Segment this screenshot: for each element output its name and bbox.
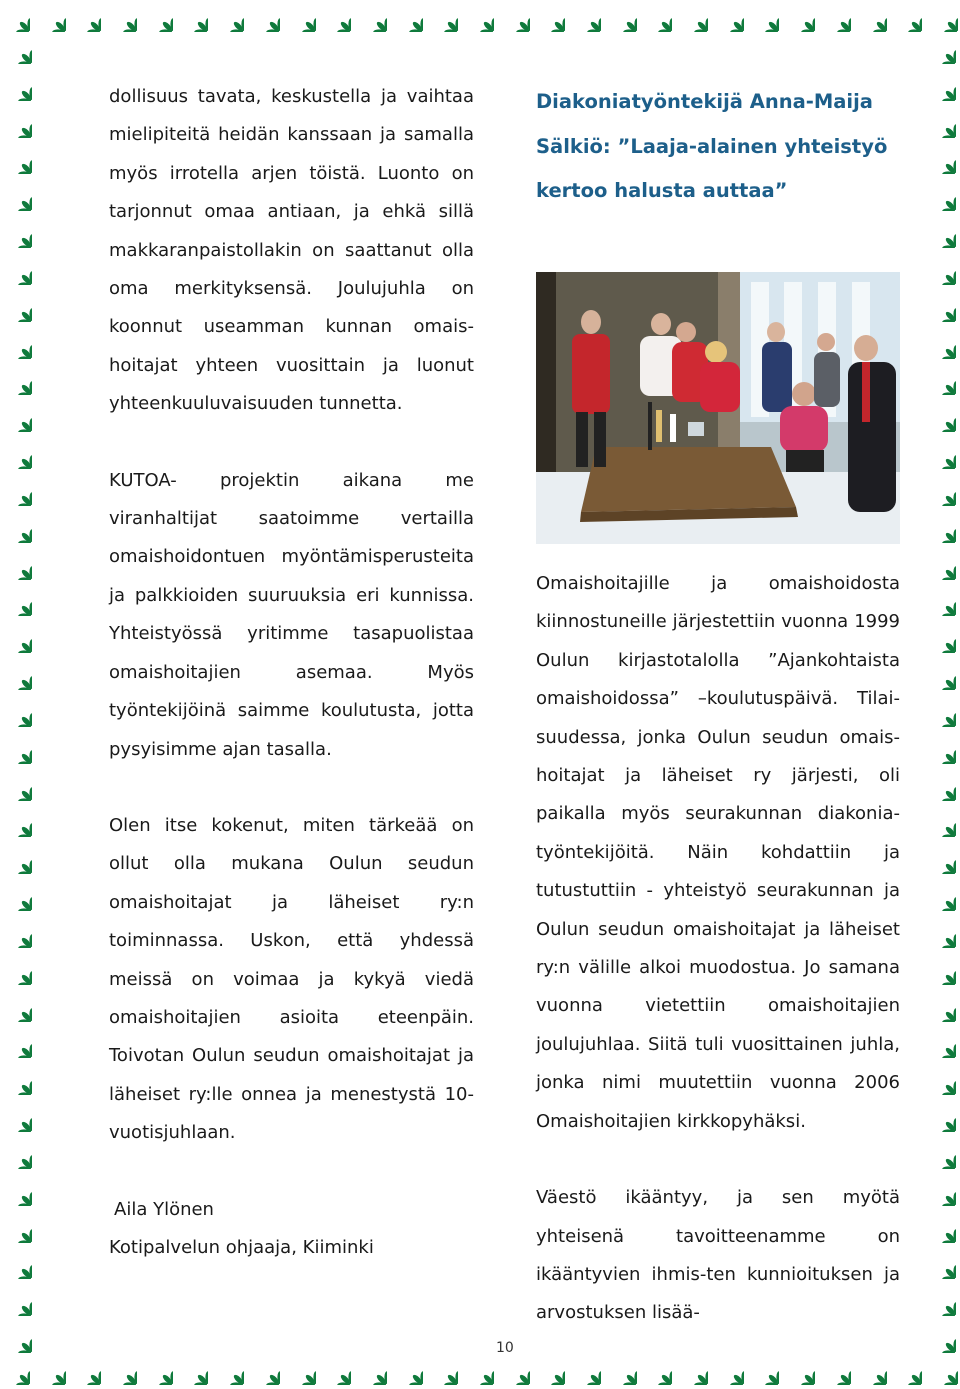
snowflake-icon	[4, 773, 32, 801]
snowflake-icon	[73, 1357, 101, 1385]
snowflake-icon	[4, 1030, 32, 1058]
snowflake-icon	[466, 4, 494, 32]
snowflake-icon	[4, 404, 32, 432]
snowflake-icon	[928, 994, 956, 1022]
left-column	[109, 78, 474, 1267]
snowflake-icon	[928, 73, 956, 101]
snowflake-icon	[573, 1357, 601, 1385]
left-paragraph-3: Olen itse kokenut, miten tärkeää on ollut olla mukana Oulun seudun omaishoitajat ja läheiset ry:n toiminnassa. Uskon, että yhdessä meissä on voimaa ja kykyä viedä omaishoitajien asioita eteenpäin. Toivotan Oulun seudun omaishoitajat ja läheiset ry:lle onnea ja menestystä 10-vuotisjuhlaan.	[109, 814, 474, 1144]
snowflake-icon	[609, 4, 637, 32]
snowflake-icon	[4, 183, 32, 211]
snowflake-icon	[252, 4, 280, 32]
snowflake-icon	[4, 699, 32, 727]
snowflake-icon	[4, 1067, 32, 1095]
snowflake-icon	[38, 4, 66, 32]
snowflake-icon	[502, 4, 530, 32]
snowflake-icon	[930, 4, 958, 32]
snowflake-icon	[644, 1357, 672, 1385]
snowflake-icon	[4, 552, 32, 580]
snowflake-icon	[928, 515, 956, 543]
snowflake-icon	[928, 662, 956, 690]
snowflake-icon	[4, 994, 32, 1022]
left-paragraph-1: dollisuus tavata, keskustella ja vaihtaa mielipiteitä heidän kanssaan ja samalla myös irrotella arjen töistä. Luonto on tarjonnut omaa antiaan, ja ehkä sillä makkaranpaistollakin on saattanut olla oma merkityksensä. Joulujuhla on koonnut useamman kunnan omais-hoitajat yhteen vuosittain ja luonut yhteenkuuluvaisuuden tunnetta.	[109, 86, 474, 415]
snowflake-icon	[4, 257, 32, 285]
snowflake-icon	[4, 294, 32, 322]
snowflake-icon	[930, 1357, 958, 1385]
snowflake-icon	[928, 146, 956, 174]
snowflake-icon	[359, 1357, 387, 1385]
snowflake-icon	[2, 1357, 30, 1385]
snowflake-icon	[4, 920, 32, 948]
snowflake-icon	[928, 1141, 956, 1169]
snowflake-icon	[928, 294, 956, 322]
snowflake-icon	[823, 1357, 851, 1385]
event-photo	[536, 272, 900, 544]
right-column	[536, 80, 900, 214]
snowflake-icon	[928, 331, 956, 359]
snowflake-icon	[928, 478, 956, 506]
snowflake-icon	[4, 478, 32, 506]
page-number: 10	[496, 1340, 514, 1356]
snowflake-icon	[502, 1357, 530, 1385]
snowflake-icon	[4, 1215, 32, 1243]
snowflake-icon	[4, 367, 32, 395]
snowflake-icon	[680, 1357, 708, 1385]
snowflake-icon	[4, 736, 32, 764]
snowflake-icon	[928, 110, 956, 138]
snowflake-icon	[928, 625, 956, 653]
snowflake-icon	[216, 1357, 244, 1385]
snowflake-icon	[859, 4, 887, 32]
snowflake-icon	[38, 1357, 66, 1385]
snowflake-icon	[787, 1357, 815, 1385]
snowflake-icon	[716, 1357, 744, 1385]
snowflake-icon	[109, 4, 137, 32]
snowflake-icon	[109, 1357, 137, 1385]
snowflake-icon	[430, 1357, 458, 1385]
snowflake-icon	[4, 441, 32, 469]
snowflake-icon	[4, 662, 32, 690]
snowflake-icon	[252, 1357, 280, 1385]
right-paragraph-1: Omaishoitajille ja omaishoidosta kiinnostuneille järjestettiin vuonna 1999 Oulun kirjastotalolla ”Ajankohtaista omaishoidossa” –koulutuspäivä. Tilai-suudessa, jonka Oulun seudun omais-hoitajat ja läheiset ry järjesti, oli paikalla myös seurakunnan diakonia-työntekijöitä. Näin kohdattiin ja tutustuttiin - yhteistyö seurakunnan ja Oulun seudun omaishoitajat ja läheiset ry:n välille alkoi muodostua. Jo samana vuonna vietettiin omaishoitajien joulujuhlaa. Siitä tuli vuosittainen juhla, jonka nimi muutettiin vuonna 2006 Omaishoitajien kirkkopyhäksi.	[536, 573, 900, 1132]
snowflake-icon	[928, 367, 956, 395]
snowflake-icon	[680, 4, 708, 32]
left-border	[0, 36, 36, 1353]
snowflake-icon	[609, 1357, 637, 1385]
snowflake-icon	[928, 699, 956, 727]
snowflake-icon	[4, 1178, 32, 1206]
snowflake-icon	[288, 1357, 316, 1385]
snowflake-icon	[928, 1215, 956, 1243]
snowflake-icon	[323, 1357, 351, 1385]
snowflake-icon	[4, 883, 32, 911]
snowflake-icon	[823, 4, 851, 32]
left-paragraph-2: KUTOA- projektin aikana me viranhaltijat saatoimme vertailla omaishoidontuen myöntämisperusteita ja palkkioiden suuruuksia eri kunnissa. Yhteistyössä yritimme tasapuolistaa omaishoitajien asemaa. Myös työntekijöinä saimme koulutusta, jotta pysyisimme ajan tasalla.	[109, 469, 474, 760]
snowflake-icon	[928, 552, 956, 580]
snowflake-icon	[928, 441, 956, 469]
snowflake-icon	[894, 1357, 922, 1385]
snowflake-icon	[928, 1251, 956, 1279]
snowflake-icon	[73, 4, 101, 32]
snowflake-icon	[4, 1288, 32, 1316]
snowflake-icon	[430, 4, 458, 32]
snowflake-icon	[787, 4, 815, 32]
snowflake-icon	[4, 1325, 32, 1353]
snowflake-icon	[4, 73, 32, 101]
snowflake-icon	[928, 736, 956, 764]
snowflake-icon	[928, 1288, 956, 1316]
snowflake-icon	[928, 220, 956, 248]
snowflake-icon	[928, 183, 956, 211]
snowflake-icon	[928, 1178, 956, 1206]
snowflake-icon	[4, 588, 32, 616]
snowflake-icon	[4, 1141, 32, 1169]
snowflake-icon	[928, 1030, 956, 1058]
snowflake-icon	[323, 4, 351, 32]
snowflake-icon	[928, 404, 956, 432]
snowflake-icon	[537, 1357, 565, 1385]
right-border	[924, 36, 960, 1353]
snowflake-icon	[928, 36, 956, 64]
right-column-body	[536, 565, 900, 1333]
snowflake-icon	[395, 4, 423, 32]
snowflake-icon	[180, 1357, 208, 1385]
snowflake-icon	[928, 773, 956, 801]
snowflake-icon	[644, 4, 672, 32]
snowflake-icon	[4, 957, 32, 985]
bottom-border	[0, 1353, 960, 1389]
snowflake-icon	[4, 515, 32, 543]
snowflake-icon	[4, 1104, 32, 1132]
snowflake-icon	[4, 110, 32, 138]
snowflake-icon	[894, 4, 922, 32]
snowflake-icon	[4, 1251, 32, 1279]
snowflake-icon	[928, 957, 956, 985]
snowflake-icon	[859, 1357, 887, 1385]
snowflake-icon	[288, 4, 316, 32]
snowflake-icon	[4, 809, 32, 837]
signature-name: Aila Ylönen	[114, 1198, 214, 1220]
snowflake-icon	[928, 1067, 956, 1095]
snowflake-icon	[145, 1357, 173, 1385]
snowflake-icon	[2, 4, 30, 32]
snowflake-icon	[145, 4, 173, 32]
snowflake-icon	[751, 1357, 779, 1385]
snowflake-icon	[573, 4, 601, 32]
snowflake-icon	[4, 36, 32, 64]
right-paragraph-2: Väestö ikääntyy, ja sen myötä yhteisenä tavoitteenamme on ikääntyvien ihmis-ten kunnioituksen ja arvostuksen lisää-	[536, 1187, 900, 1324]
snowflake-icon	[466, 1357, 494, 1385]
snowflake-icon	[359, 4, 387, 32]
snowflake-icon	[180, 4, 208, 32]
snowflake-icon	[751, 4, 779, 32]
article-heading: Diakoniatyöntekijä Anna-Maija Sälkiö: ”Laaja-alainen yhteistyö kertoo halusta auttaa”	[536, 90, 888, 202]
snowflake-icon	[928, 920, 956, 948]
snowflake-icon	[928, 846, 956, 874]
snowflake-icon	[928, 1104, 956, 1132]
snowflake-icon	[537, 4, 565, 32]
snowflake-icon	[395, 1357, 423, 1385]
snowflake-icon	[4, 331, 32, 359]
snowflake-icon	[928, 809, 956, 837]
snowflake-icon	[928, 883, 956, 911]
snowflake-icon	[928, 588, 956, 616]
snowflake-icon	[716, 4, 744, 32]
signature-title: Kotipalvelun ohjaaja, Kiiminki	[109, 1236, 374, 1258]
top-border	[0, 0, 960, 36]
snowflake-icon	[4, 625, 32, 653]
snowflake-icon	[4, 846, 32, 874]
snowflake-icon	[4, 146, 32, 174]
snowflake-icon	[4, 220, 32, 248]
snowflake-icon	[928, 1325, 956, 1353]
snowflake-icon	[216, 4, 244, 32]
snowflake-icon	[928, 257, 956, 285]
